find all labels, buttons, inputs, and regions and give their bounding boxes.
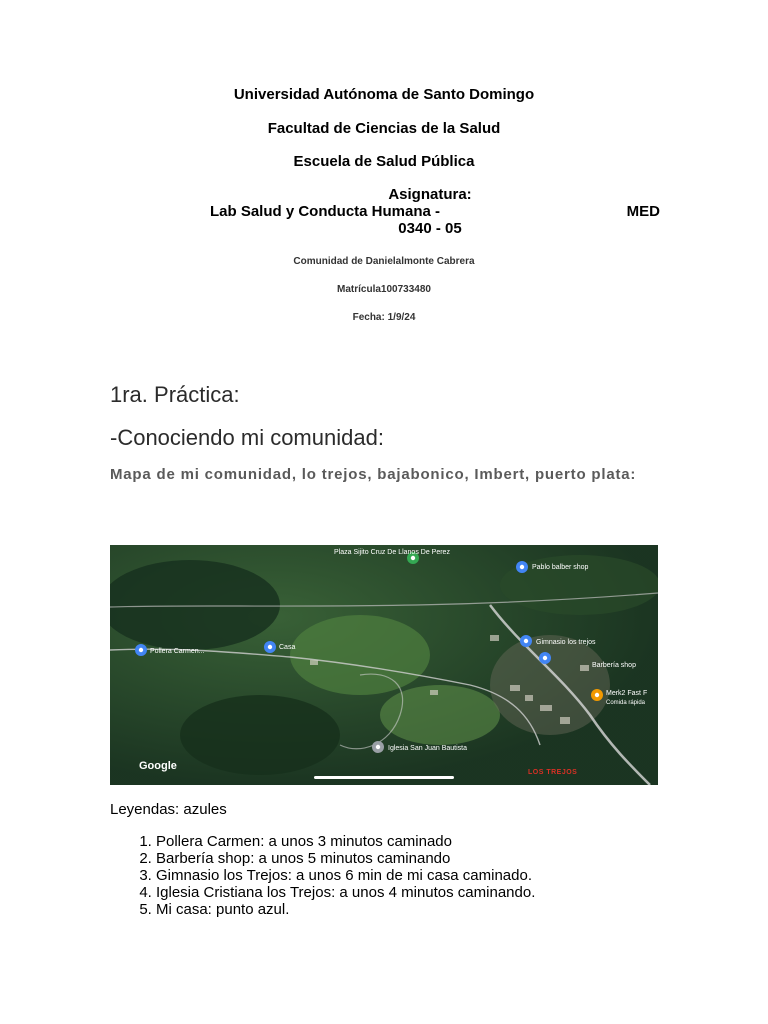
list-item: 2. Barbería shop: a unos 5 minutos caminando: [156, 850, 535, 867]
subject-code: 0340 - 05: [398, 220, 462, 237]
faculty-name: Facultad de Ciencias de la Salud: [267, 120, 501, 137]
legend-title: Leyendas: azules: [110, 801, 227, 818]
label-merk: Merk2 Fast F: [606, 690, 648, 697]
label-gimnasio: Gimnasio los trejos: [536, 639, 596, 646]
list-item: 3. Gimnasio los Trejos: a unos 6 min de mi casa caminado.: [156, 867, 535, 884]
google-logo: Google: [139, 760, 177, 772]
list-item: 4. Iglesia Cristiana los Trejos: a unos 4 minutos caminando.: [156, 884, 535, 901]
satellite-map[interactable]: [110, 545, 658, 785]
label-comida: Comida rápida: [606, 700, 646, 706]
label-casa: Casa: [279, 644, 296, 651]
matricula: Matrícula100733480: [337, 284, 431, 295]
label-los-trejos: LOS TREJOS: [528, 769, 578, 776]
legend-list: [110, 833, 535, 918]
list-item: 1. Pollera Carmen: a unos 3 minutos caminado: [156, 833, 535, 850]
university-name: Universidad Autónoma de Santo Domingo: [233, 86, 535, 103]
map-pin-merk[interactable]: [591, 689, 603, 701]
subject-block: [200, 186, 660, 237]
school-name: Escuela de Salud Pública: [293, 153, 475, 170]
map-pin-iglesia[interactable]: [372, 741, 384, 753]
subject-label: Asignatura:: [388, 186, 472, 203]
practice-subtitle: -Conociendo mi comunidad:: [110, 425, 384, 450]
community-line: Comunidad de Danielalmonte Cabrera: [293, 256, 475, 267]
map-pin-pablo[interactable]: [516, 561, 528, 573]
label-pollera: Pollera Carmen...: [150, 648, 205, 655]
date: Fecha: 1/9/24: [352, 312, 416, 323]
map-scrollbar[interactable]: [314, 776, 454, 779]
map-pin-pollera[interactable]: [135, 644, 147, 656]
subject-prefix: MED: [626, 203, 660, 220]
map-heading: Mapa de mi comunidad, lo trejos, bajabonico, Imbert, puerto plata:: [110, 466, 637, 483]
label-plaza: Plaza Sijito Cruz De Llanos De Perez: [334, 549, 450, 556]
map-pin-barberia[interactable]: [539, 652, 551, 664]
map-pin-gimnasio[interactable]: [520, 635, 532, 647]
subject-name: Lab Salud y Conducta Humana -: [210, 203, 441, 220]
label-barberia: Barbería shop: [592, 662, 636, 669]
practice-title: 1ra. Práctica:: [110, 382, 240, 407]
list-item: 5. Mi casa: punto azul.: [156, 901, 535, 918]
label-iglesia: Iglesia San Juan Bautista: [388, 745, 467, 752]
map-pin-casa[interactable]: [264, 641, 276, 653]
label-pablo: Pablo balber shop: [532, 564, 589, 571]
